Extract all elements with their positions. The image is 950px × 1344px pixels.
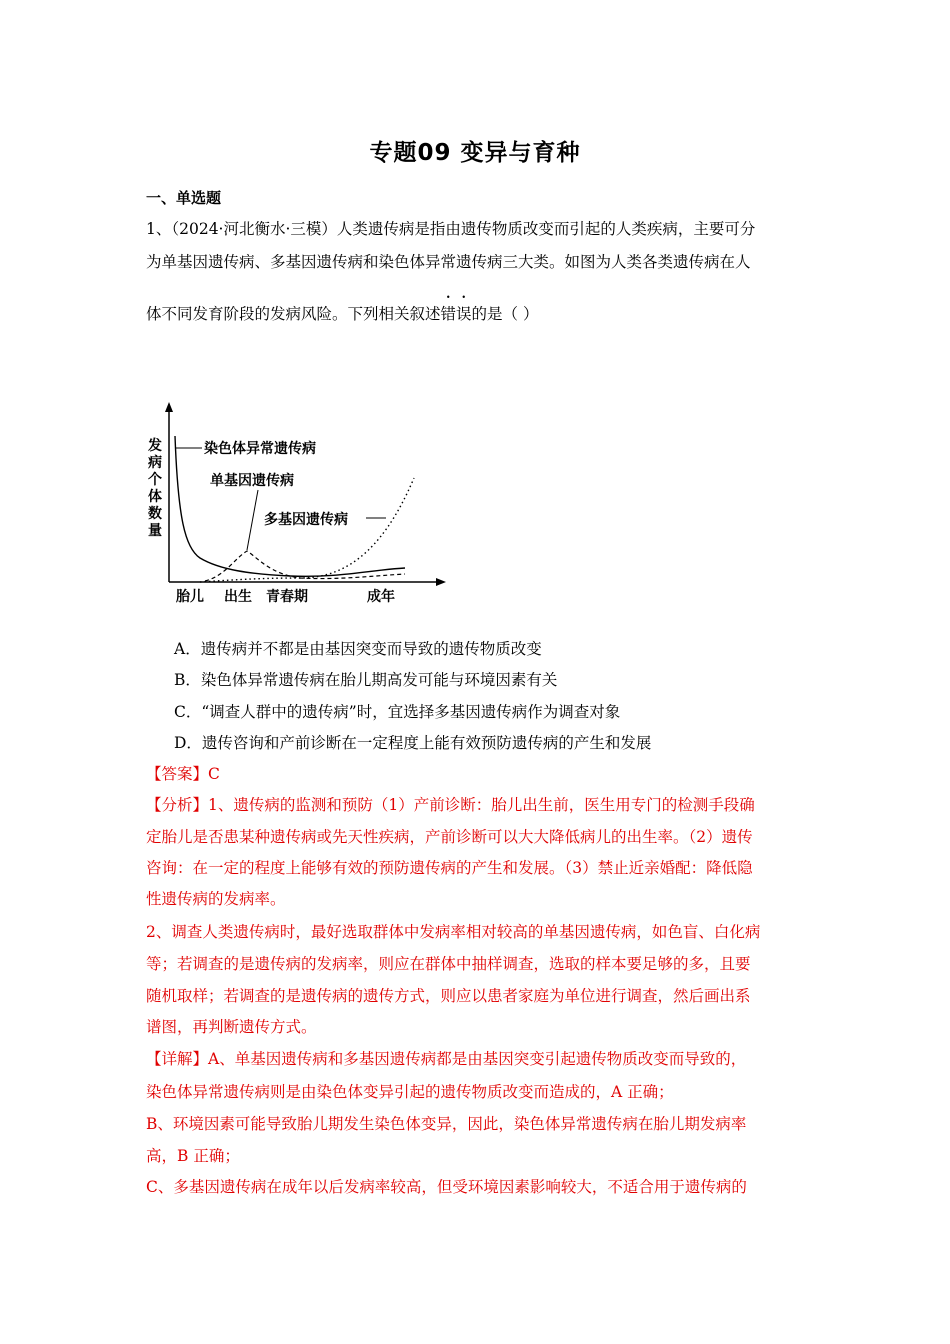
question-line-2: 为单基因遗传病、多基因遗传病和染色体异常遗传病三大类。如图为人类各类遗传病在人	[146, 253, 751, 271]
question-line-1: 1、（2024·河北衡水·三模）人类遗传病是指由遗传物质改变而引起的人类疾病，主要可分	[146, 220, 756, 238]
chromosome-curve	[175, 436, 405, 576]
x-tick-label: 成年	[367, 589, 395, 605]
y-axis-label-char: 个	[148, 472, 162, 488]
y-axis-label-char: 数	[148, 506, 162, 522]
option-a: A．遗传病并不都是由基因突变而导致的遗传物质改变	[174, 640, 542, 658]
curve-label-chromosome: 染色体异常遗传病	[204, 441, 316, 457]
answer: 【答案】C	[146, 765, 220, 783]
x-axis-arrow	[436, 578, 446, 586]
analysis-line: 随机取样；若调查的是遗传病的遗传方式，则应以患者家庭为单位进行调查，然后画出系	[146, 987, 751, 1005]
y-axis-label-char: 体	[148, 489, 162, 505]
page-title: 专题09 变异与育种	[369, 140, 581, 166]
y-axis-label-char: 发	[148, 438, 162, 454]
question-line-3-pre: 体不同发育阶段的发病风险。下列相关叙述	[146, 305, 441, 323]
option-d: D．遗传咨询和产前诊断在一定程度上能有效预防遗传病的产生和发展	[174, 734, 652, 752]
leader-line-single	[247, 490, 258, 550]
question-line-3-post: 的是（ ）	[471, 305, 539, 323]
multi-gene-curve	[200, 478, 414, 582]
analysis-line: 等；若调查的是遗传病的发病率，则应在群体中抽样调查，选取的样本要足够的多，且要	[146, 955, 751, 973]
analysis-line: 定胎儿是否患某种遗传病或先天性疾病，产前诊断可以大大降低病儿的出生率。（2）遗传	[146, 828, 753, 846]
detail-line: B、环境因素可能导致胎儿期发生染色体变异，因此，染色体异常遗传病在胎儿期发病率	[146, 1115, 747, 1133]
curve-label-single: 单基因遗传病	[210, 473, 294, 489]
analysis-line: 2、调查人类遗传病时，最好选取群体中发病率相对较高的单基因遗传病，如色盲、白化病	[146, 923, 761, 941]
risk-figure	[140, 398, 450, 610]
y-axis-label-char: 病	[148, 455, 162, 471]
section-heading: 一、单选题	[146, 189, 222, 207]
analysis-line: 【分析】1、遗传病的监测和预防（1）产前诊断：胎儿出生前，医生用专门的检测手段确	[146, 796, 755, 814]
y-axis-label	[147, 437, 162, 539]
x-tick-label: 出生	[224, 589, 252, 605]
detail-line: 高，B 正确；	[146, 1147, 240, 1165]
analysis-line: 性遗传病的发病率。	[146, 890, 286, 908]
x-tick-label: 青春期	[266, 589, 308, 605]
detail-line: 染色体异常遗传病则是由染色体变异引起的遗传物质改变而造成的，A 正确；	[146, 1083, 674, 1101]
emphasis-char-2: 误	[456, 305, 472, 323]
risk-figure-svg	[140, 398, 450, 610]
option-b: B．染色体异常遗传病在胎儿期高发可能与环境因素有关	[174, 671, 558, 689]
detail-line: C、多基因遗传病在成年以后发病率较高，但受环境因素影响较大，不适合用于遗传病的	[146, 1178, 747, 1196]
curve-label-multi: 多基因遗传病	[264, 512, 348, 528]
detail-line: 【详解】A、单基因遗传病和多基因遗传病都是由基因突变引起遗传物质改变而导致的，	[146, 1050, 747, 1068]
y-axis-arrow	[165, 402, 173, 412]
question-line-3	[146, 302, 538, 324]
y-axis-label-char: 量	[148, 523, 162, 539]
x-tick-label: 胎儿	[176, 589, 204, 605]
emphasis-char-1: 错	[440, 305, 457, 323]
analysis-line: 谱图，再判断遗传方式。	[146, 1018, 317, 1036]
analysis-line: 咨询：在一定的程度上能够有效的预防遗传病的产生和发展。（3）禁止近亲婚配：降低隐	[146, 859, 753, 877]
option-c: C．“调查人群中的遗传病”时，宜选择多基因遗传病作为调查对象	[174, 703, 621, 721]
